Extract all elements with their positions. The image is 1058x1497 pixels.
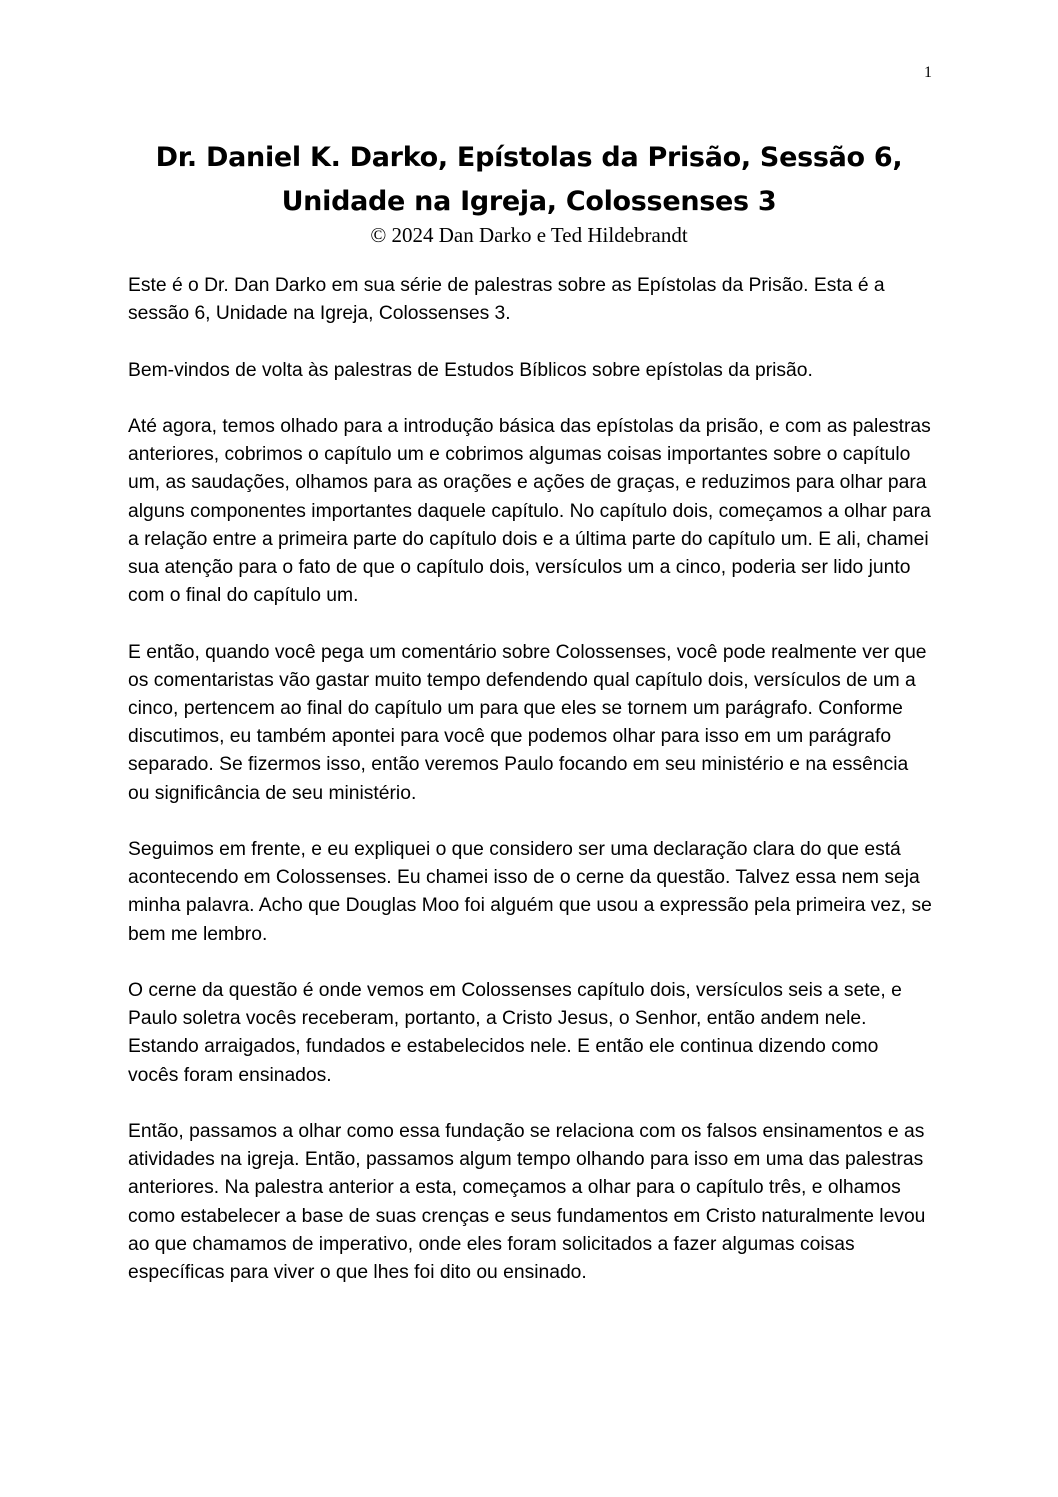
paragraph-3: Até agora, temos olhado para a introdução básica das epístolas da prisão, e com as palestras anteriores, cobrimos o capítulo um e cobrimos algumas coisas importantes sobre o capítulo um, as saudações, olhamos para as orações e ações de graças, e reduzimos para olhar para alguns componentes importantes daquele capítulo. No capítulo dois, começamos a olhar para a relação entre a primeira parte do capítulo dois e a última parte do capítulo um. E ali, chamei sua atenção para o fato de que o capítulo dois, versículos um a cinco, poderia ser lido junto com o final do capítulo um. bbox=[128, 415, 931, 607]
document-title bbox=[100, 136, 958, 224]
title-line-1: Dr. Daniel K. Darko, Epístolas da Prisão, Sessão 6, bbox=[155, 142, 903, 173]
paragraph-7: Então, passamos a olhar como essa fundação se relaciona com os falsos ensinamentos e as atividades na igreja. Então, passamos algum tempo olhando para isso em uma das palestras anteriores. Na palestra anterior a esta, começamos a olhar para o capítulo três, e olhamos como estabelecer a base de suas crenças e seus fundamentos em Cristo naturalmente levou ao que chamamos de imperativo, onde eles foram solicitados a fazer algumas coisas específicas para viver o que lhes foi dito ou ensinado. bbox=[128, 1121, 926, 1284]
paragraph-6: O cerne da questão é onde vemos em Colossenses capítulo dois, versículos seis a sete, e Paulo soletra vocês receberam, portanto, a Cristo Jesus, o Senhor, então andem nele. Estando arraigados, fundados e estabelecidos nele. E então ele continua dizendo como vocês foram ensinados. bbox=[128, 980, 902, 1086]
paragraph-2: Bem-vindos de volta às palestras de Estudos Bíblicos sobre epístolas da prisão. bbox=[128, 359, 813, 381]
document-body bbox=[128, 272, 933, 1315]
copyright-line: © 2024 Dan Darko e Ted Hildebrandt bbox=[370, 223, 688, 247]
paragraph-4: E então, quando você pega um comentário sobre Colossenses, você pode realmente ver que os comentaristas vão gastar muito tempo defendendo qual capítulo dois, versículos de um a cinco, pertencem ao final do capítulo um para que eles se tornem um parágrafo. Conforme discutimos, eu também apontei para você que podemos olhar para isso em um parágrafo separado. Se fizermos isso, então veremos Paulo focando em seu ministério e na essência ou significância de seu ministério. bbox=[128, 641, 927, 804]
paragraph-1: Este é o Dr. Dan Darko em sua série de palestras sobre as Epístolas da Prisão. Esta é a sessão 6, Unidade na Igreja, Colossenses 3. bbox=[128, 275, 885, 325]
title-line-2: Unidade na Igreja, Colossenses 3 bbox=[281, 186, 777, 217]
page-number: 1 bbox=[924, 64, 932, 81]
paragraph-5: Seguimos em frente, e eu expliquei o que considero ser uma declaração clara do que está acontecendo em Colossenses. Eu chamei isso de o cerne da questão. Talvez essa nem seja minha palavra. Acho que Douglas Moo foi alguém que usou a expressão pela primeira vez, se bem me lembro. bbox=[128, 839, 932, 945]
